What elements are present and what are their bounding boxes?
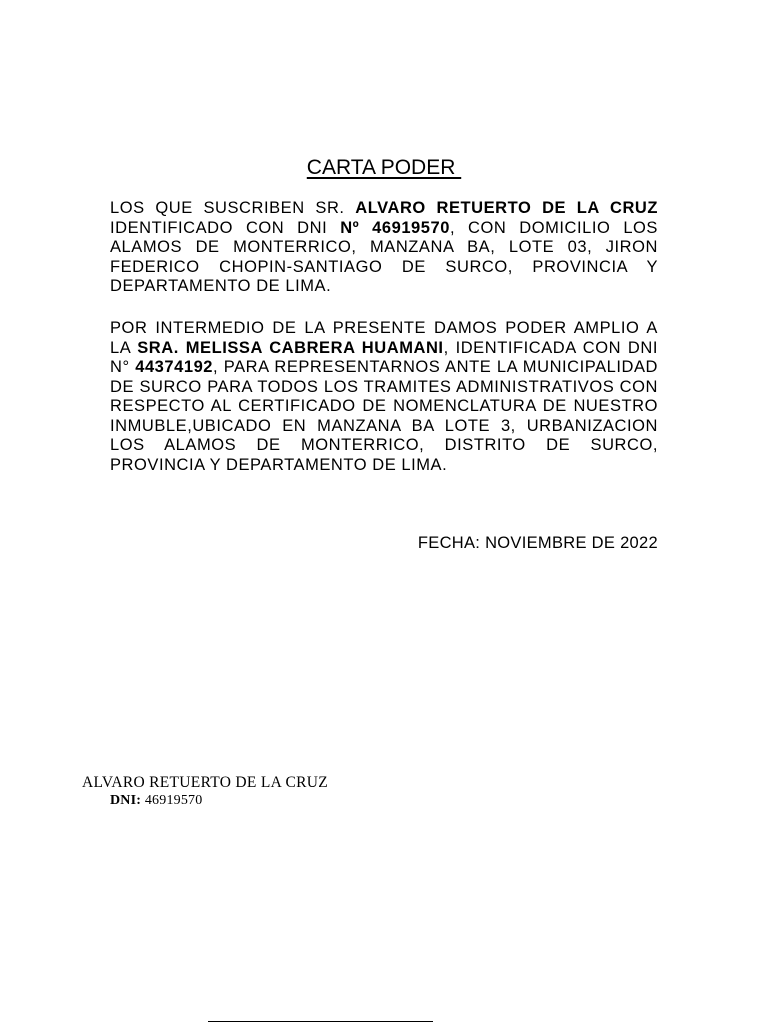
title-text: CARTA PODER [306, 156, 462, 179]
signatory-dni-label: DNI: [110, 793, 142, 808]
p2-text-3: , PARA REPRESENTARNOS ANTE LA MUNICIPALIDAD DE SURCO PARA TODOS LOS TRAMITES ADMINISTRATIVOS CON RESPECTO AL CERTIFICADO DE NOMENCLATURA DE NUESTRO INMUBLE,UBICADO EN MANZANA BA LOTE 3, URBANIZACION LOS ALAMOS DE MONTERRICO, DISTRITO DE SURCO, PROVINCIA Y DEPARTAMENTO DE LIMA. [110, 358, 659, 474]
power-grant-paragraph [110, 319, 658, 475]
grantor-dni: Nº 46919570 [340, 218, 450, 237]
attorney-dni: 44374192 [135, 358, 214, 376]
document-title [0, 154, 768, 182]
p2-text-1: POR INTERMEDIO DE LA PRESENTE DAMOS PODER AMPLIO A LA [110, 319, 658, 357]
signatory-name: ALVARO RETUERTO DE LA CRUZ [82, 774, 328, 791]
attorney-name: SRA. MELISSA CABRERA HUAMANI [137, 338, 444, 357]
signature-line [208, 1021, 433, 1022]
grantor-paragraph [110, 199, 658, 297]
document-date: FECHA: NOVIEMBRE DE 2022 [417, 534, 658, 552]
p1-text-1: LOS QUE SUSCRIBEN SR. [110, 199, 356, 217]
signatory-dni-value: 46919570 [141, 793, 203, 808]
grantor-name: ALVARO RETUERTO DE LA CRUZ [355, 199, 659, 217]
signatory-dni [110, 792, 202, 809]
p2-text-2: , IDENTIFICADA CON DNI N° [110, 338, 658, 376]
p1-text-3: , CON DOMICILIO LOS ALAMOS DE MONTERRICO, MANZANA BA, LOTE 03, JIRON FEDERICO CHOPIN-SANTIAGO DE SURCO, PROVINCIA Y DEPARTAMENTO DE LIMA. [110, 218, 658, 295]
p1-text-2: IDENTIFICADO CON DNI [110, 218, 341, 237]
